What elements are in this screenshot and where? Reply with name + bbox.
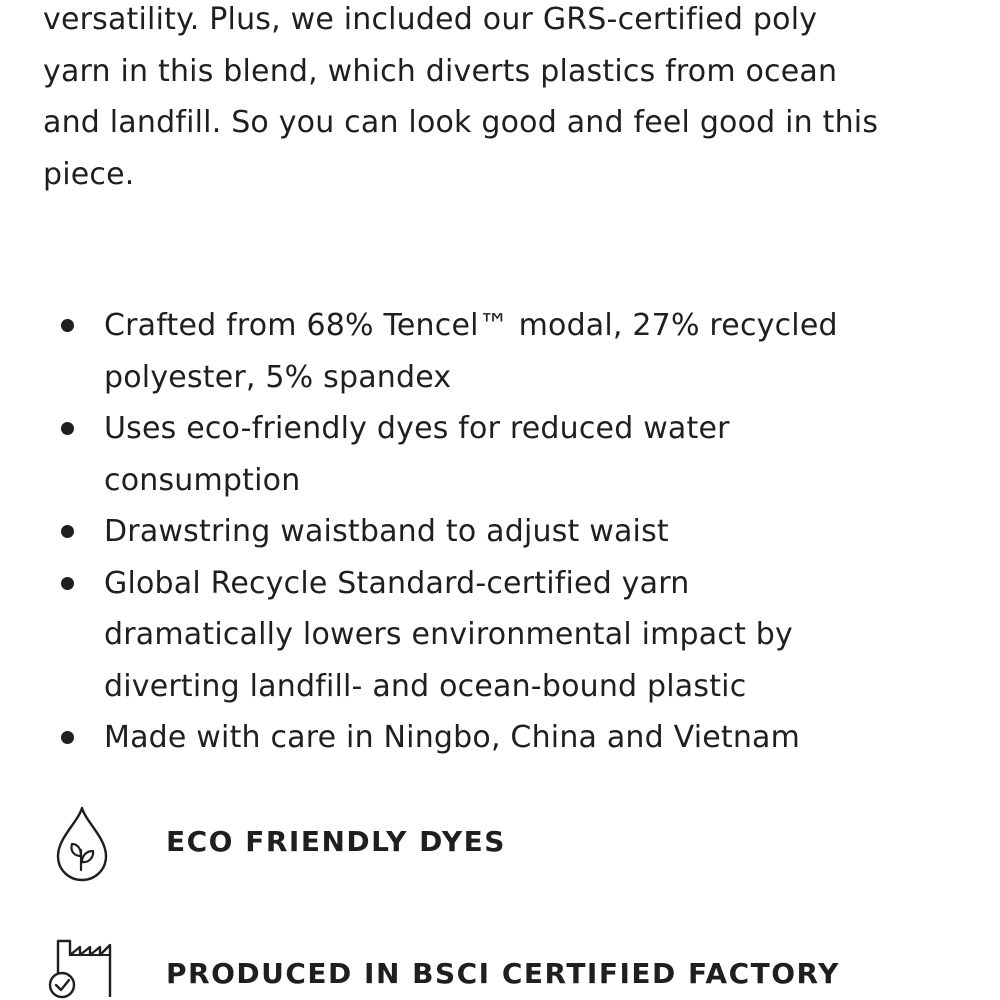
bullet-dot-icon	[61, 319, 74, 332]
feature-item	[0, 506, 1000, 558]
factory-check-icon	[48, 935, 128, 1000]
feature-text: polyester, 5% spandex	[104, 359, 452, 395]
feature-text: Drawstring waistband to adjust waist	[104, 514, 669, 549]
feature-item	[0, 712, 1000, 764]
feature-text: Uses eco-friendly dyes for reduced water	[104, 411, 730, 446]
feature-text: Crafted from 68% Tencel™ modal, 27% recycled	[104, 308, 838, 343]
bullet-dot-icon	[61, 577, 74, 590]
feature-item	[0, 300, 1000, 403]
eco-dyes-label: ECO FRIENDLY DYES	[166, 825, 506, 858]
eco-dyes-badge	[0, 800, 1000, 890]
description-line: versatility. Plus, we included our GRS-certified poly	[43, 2, 818, 37]
bsci-factory-badge	[0, 935, 1000, 1000]
bullet-dot-icon	[61, 731, 74, 744]
feature-text: diverting landfill- and ocean-bound plastic	[104, 668, 747, 704]
water-drop-leaf-icon	[48, 800, 128, 890]
feature-text: Made with care in Ningbo, China and Vietnam	[104, 720, 801, 755]
feature-text: consumption	[104, 462, 301, 498]
feature-item	[0, 558, 1000, 713]
feature-item	[0, 403, 1000, 506]
bsci-factory-label: PRODUCED IN BSCI CERTIFIED FACTORY	[166, 957, 840, 990]
bullet-dot-icon	[61, 422, 74, 435]
feature-text: Global Recycle Standard-certified yarn	[104, 565, 690, 601]
feature-text: dramatically lowers environmental impact by	[104, 617, 793, 652]
description-line: yarn in this blend, which diverts plastics from ocean	[43, 53, 838, 89]
product-description	[43, 0, 943, 200]
feature-list	[0, 300, 1000, 764]
bullet-dot-icon	[61, 525, 74, 538]
description-line: and landfill. So you can look good and feel good in this	[43, 105, 879, 140]
description-line: piece.	[43, 156, 135, 192]
